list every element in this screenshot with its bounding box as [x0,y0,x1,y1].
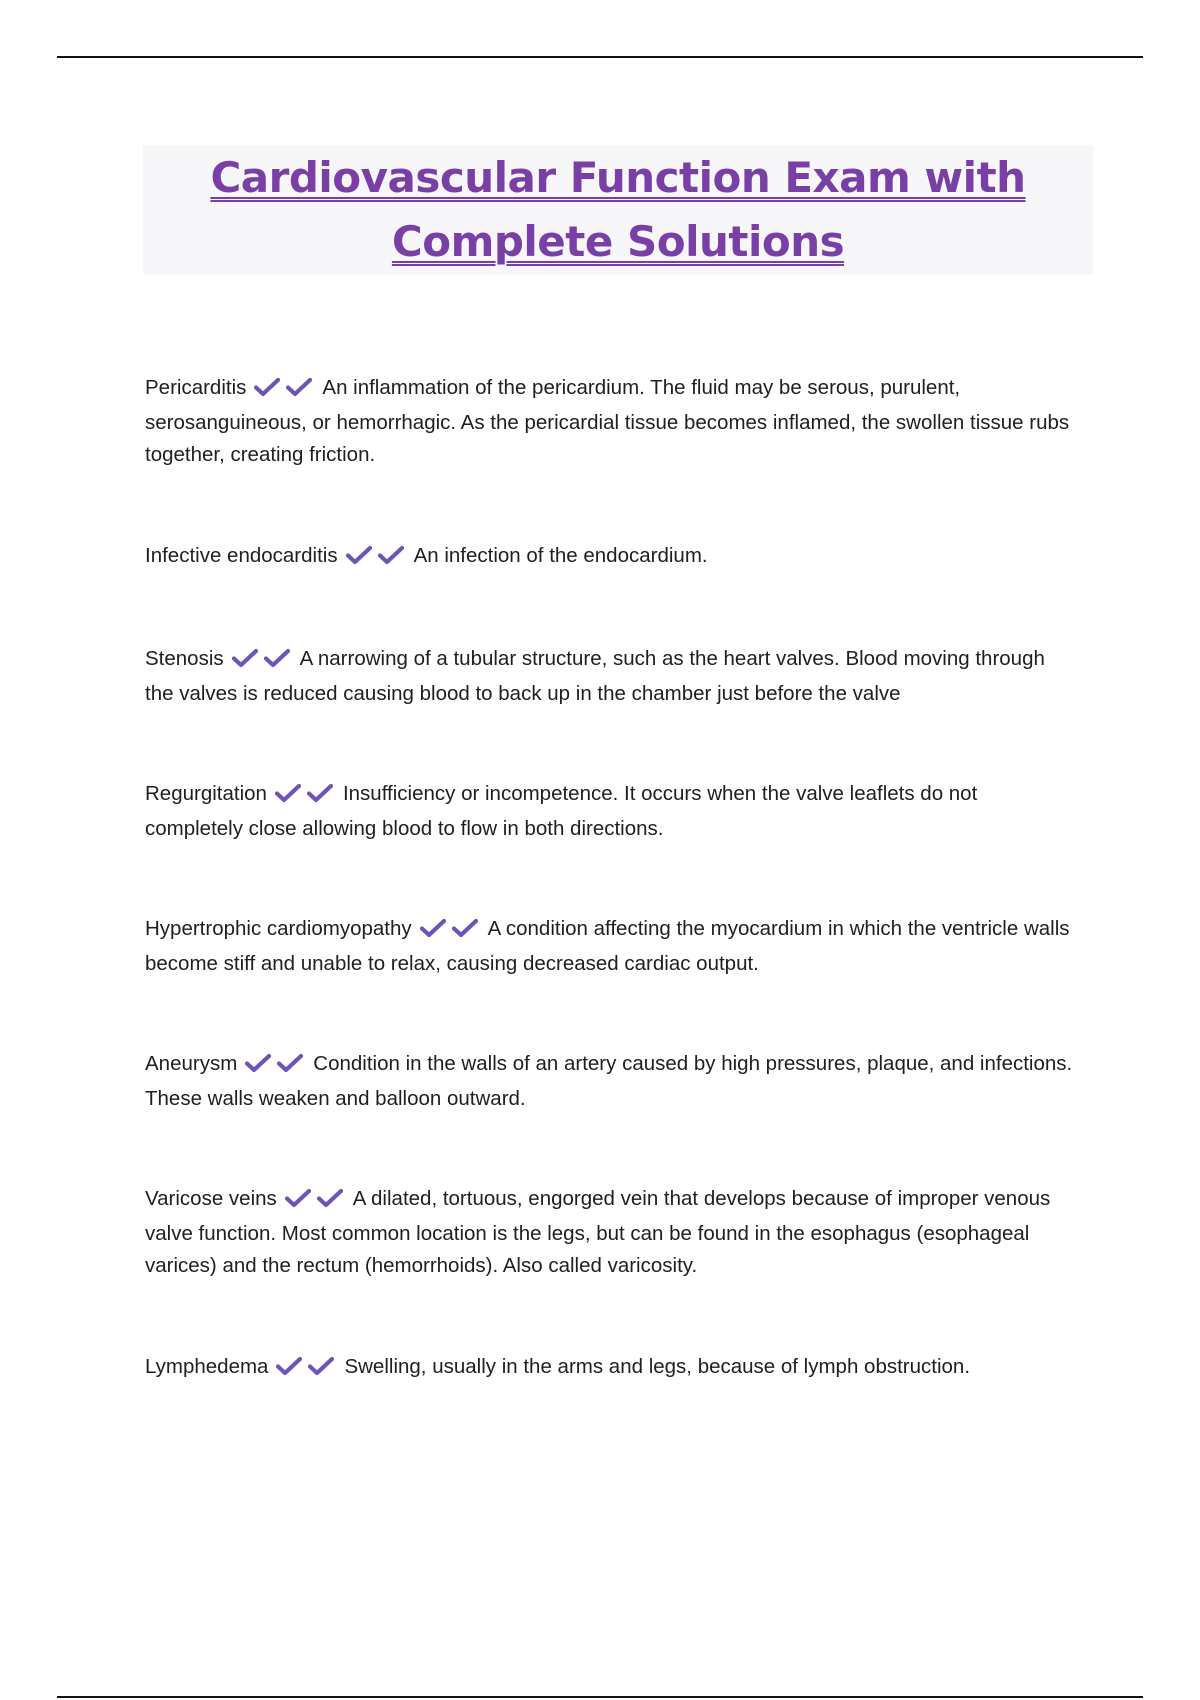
answer-checks [254,375,318,407]
entry-definition: A narrowing of a tubular structure, such as the heart valves. Blood moving through the valves is reduced causing blood to back up in the chamber just before the valve [145,647,1045,705]
entry-term: Stenosis [145,647,224,670]
check-icon [277,1053,303,1073]
answer-checks [420,916,484,948]
check-icon [346,545,372,565]
list-item [145,372,1075,471]
page-title: Cardiovascular Function Exam with Complete Solutions [210,153,1026,266]
flashcard-list [145,372,1075,1407]
title-banner [143,145,1093,275]
answer-checks [276,1354,340,1386]
entry-term: Aneurysm [145,1052,238,1075]
answer-checks [275,781,339,813]
entry-definition: Swelling, usually in the arms and legs, because of lymph obstruction. [344,1355,971,1378]
list-item [145,643,1075,710]
entry-term: Infective endocarditis [145,544,338,567]
check-icon [308,1356,334,1376]
entry-term: Lymphedema [145,1355,269,1378]
footer-rule [57,1696,1143,1698]
list-item [145,778,1075,845]
entry-definition: A dilated, tortuous, engorged vein that develops because of improper venous valve function. Most common location is the legs, but can be found in the esophagus (esophageal varices) and the rectum (hemorrhoids). Also called varicosity. [145,1187,1051,1277]
check-icon [378,545,404,565]
check-icon [245,1053,271,1073]
check-icon [307,783,333,803]
check-icon [275,783,301,803]
check-icon [232,648,258,668]
check-icon [452,918,478,938]
check-icon [286,377,312,397]
list-item [145,1183,1075,1282]
header-rule [57,56,1143,58]
answer-checks [346,543,410,575]
check-icon [276,1356,302,1376]
list-item [145,540,1075,575]
entry-term: Regurgitation [145,782,267,805]
list-item [145,1048,1075,1115]
entry-definition: Condition in the walls of an artery caused by high pressures, plaque, and infections. These walls weaken and balloon outward. [145,1052,1073,1110]
answer-checks [285,1186,349,1218]
check-icon [264,648,290,668]
entry-definition: A condition affecting the myocardium in which the ventricle walls become stiff and unable to relax, causing decreased cardiac output. [145,917,1070,975]
check-icon [420,918,446,938]
check-icon [317,1188,343,1208]
list-item [145,913,1075,980]
answer-checks [232,646,296,678]
entry-term: Varicose veins [145,1187,277,1210]
list-item [145,1351,1075,1386]
answer-checks [245,1051,309,1083]
entry-definition: An inflammation of the pericardium. The fluid may be serous, purulent, serosanguineous, or hemorrhagic. As the pericardial tissue becomes inflamed, the swollen tissue rubs together, creating friction. [145,376,1070,466]
entry-term: Hypertrophic cardiomyopathy [145,917,412,940]
check-icon [254,377,280,397]
check-icon [285,1188,311,1208]
entry-definition: An infection of the endocardium. [413,544,708,567]
entry-definition: Insufficiency or incompetence. It occurs when the valve leaflets do not completely close allowing blood to flow in both directions. [145,782,978,840]
entry-term: Pericarditis [145,376,247,399]
